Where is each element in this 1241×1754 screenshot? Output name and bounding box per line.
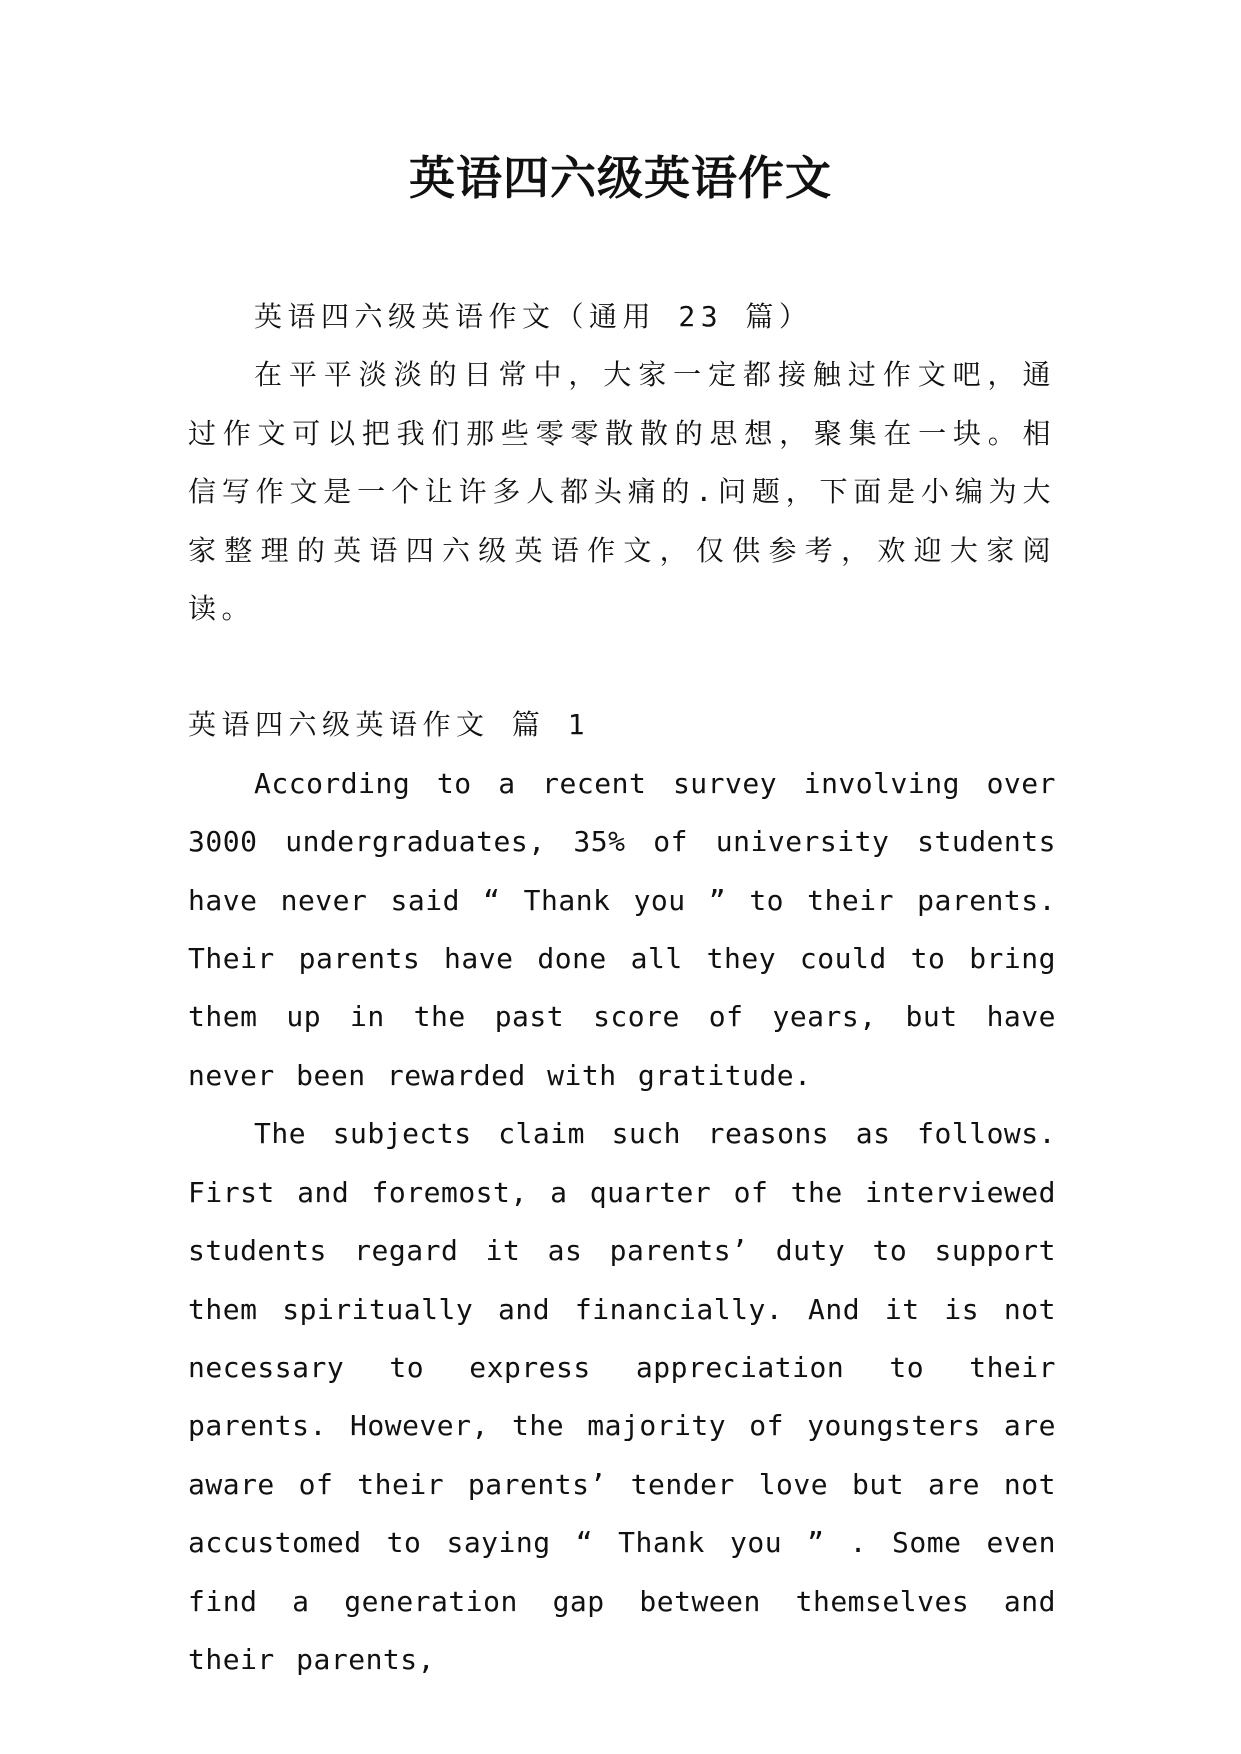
section-heading: 英语四六级英语作文 篇 1 bbox=[188, 708, 591, 742]
document-subtitle: 英语四六级英语作文（通用 23 篇） bbox=[254, 300, 813, 333]
body-paragraph-1: According to a recent survey involving over 3000 undergraduates, 35% of university students have never said “ Thank you ” to their parents. Their parents have done all they could to bring them up in the past score of years, but have never been rewarded with gratitude. bbox=[188, 766, 1056, 1092]
intro-paragraph: 在平平淡淡的日常中，大家一定都接触过作文吧，通过作文可以把我们那些零零散散的思想，聚集在一块。相信写作文是一个让许多人都头痛的.问题，下面是小编为大家整理的英语四六级英语作文，仅供参考，欢迎大家阅读。 bbox=[188, 358, 1056, 626]
document-title: 英语四六级英语作文 bbox=[409, 151, 832, 205]
body-paragraph-2: The subjects claim such reasons as follows. First and foremost, a quarter of the interviewed students regard it as parents’ duty to support them spiritually and financially. And it is not necessary to express appreciation to their parents. However, the majority of youngsters are aware of their parents’ tender love but are not accustomed to saying “ Thank you ” . Some even find a generation gap between themselves and their parents, bbox=[188, 1117, 1056, 1676]
document-body bbox=[188, 288, 1056, 1689]
